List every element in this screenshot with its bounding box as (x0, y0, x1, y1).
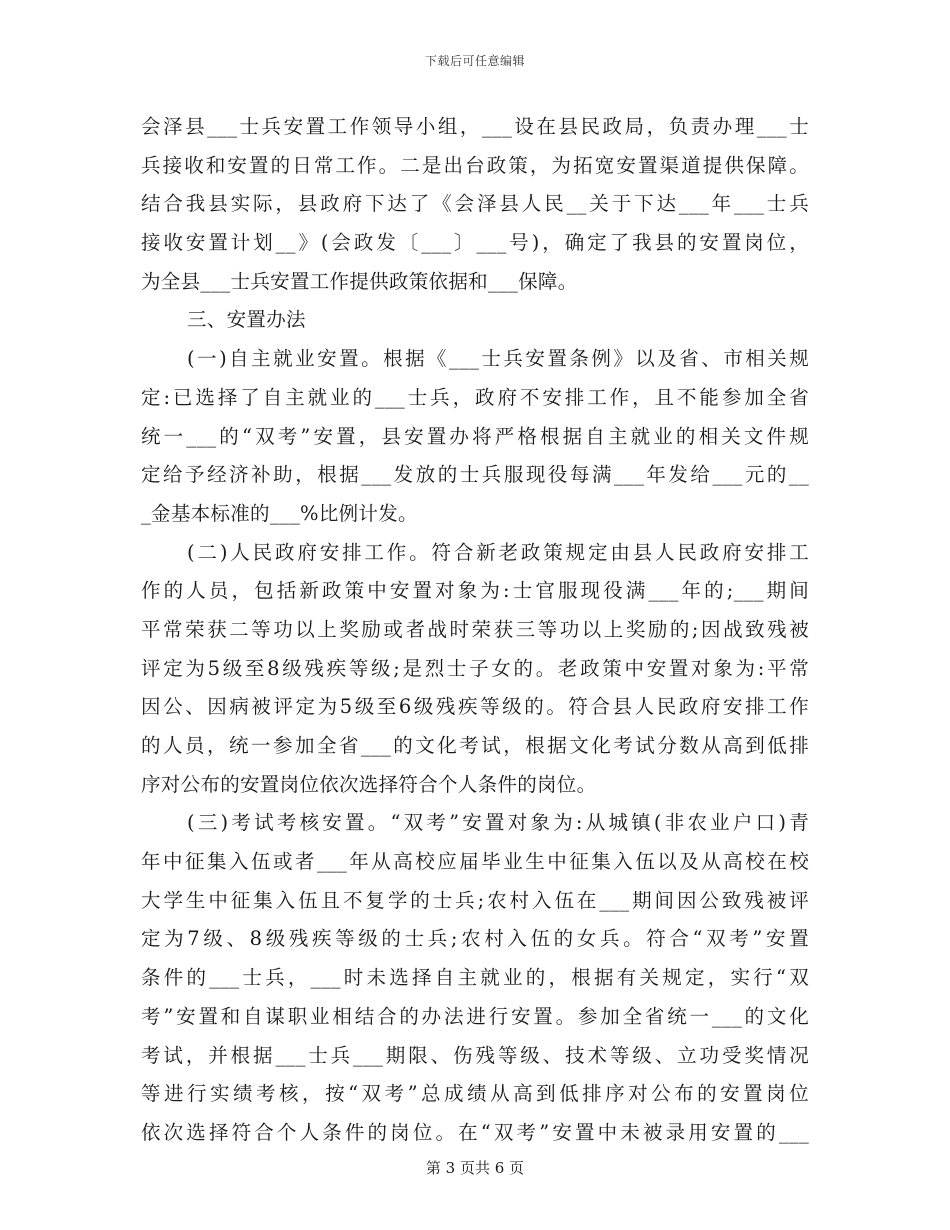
text-line: 定为7级、8级残疾等级的士兵;农村入伍的女兵。符合“双考”安置 (141, 927, 809, 951)
text-line: 会泽县___士兵安置工作领导小组，___设在县民政局，负责办理___士 (141, 115, 809, 138)
document-body (141, 108, 809, 1153)
paragraph-3 (141, 340, 809, 533)
section-heading (141, 301, 809, 340)
text-line: 作的人员，包括新政策中安置对象为:士官服现役满___年的;___期间 (141, 579, 809, 603)
text-line: 条件的___士兵，___时未选择自主就业的，根据有关规定，实行“双 (141, 966, 809, 990)
text-line: 评定为5级至8级残疾等级;是烈士子女的。老政策中安置对象为:平常 (141, 656, 809, 680)
paragraph-5 (141, 804, 809, 1152)
text-line: (三)考试考核安置。“双考”安置对象为:从城镇(非农业户口)青 (187, 811, 809, 835)
paragraph-1 (141, 108, 809, 301)
text-line: (二)人民政府安排工作。符合新老政策规定由县人民政府安排工 (187, 540, 809, 564)
page-header: 下载后可任意编辑 (424, 54, 525, 68)
text-line: 定:已选择了自主就业的___士兵，政府不安排工作，且不能参加全省 (141, 385, 809, 409)
text-line: 考试，并根据___士兵___期限、伤残等级、技术等级、立功受奖情况 (141, 1043, 809, 1067)
text-line: 大学生中征集入伍且不复学的士兵;农村入伍在___期间因公致残被评 (141, 888, 809, 912)
text-line: 接收安置计划__》(会政发〔___〕___号)，确定了我县的安置岗位， (141, 231, 809, 255)
text-line: 依次选择符合个人条件的岗位。在“双考”安置中未被录用安置的___ (141, 1120, 809, 1144)
paragraph-4 (141, 534, 809, 805)
text-line: 兵接收和安置的日常工作。二是出台政策，为拓宽安置渠道提供保障。 (141, 153, 809, 177)
text-line: 定给予经济补助，根据___发放的士兵服现役每满___年发给___元的__ (141, 463, 809, 487)
text-line: _金基本标准的___%比例计发。 (141, 501, 418, 525)
text-line: 因公、因病被评定为5级至6级残疾等级的。符合县人民政府安排工作 (141, 695, 809, 719)
page-footer: 第 3 页共 6 页 (425, 1159, 525, 1177)
text-line: 结合我县实际，县政府下达了《会泽县人民__关于下达___年___士兵 (141, 192, 809, 216)
text-line: 考”安置和自谋职业相结合的办法进行安置。参加全省统一___的文化 (141, 1004, 809, 1028)
text-line: 的人员，统一参加全省___的文化考试，根据文化考试分数从高到低排 (141, 734, 809, 757)
text-line: 序对公布的安置岗位依次选择符合个人条件的岗位。 (141, 772, 597, 796)
text-line: 为全县___士兵安置工作提供政策依据和___保障。 (141, 269, 578, 293)
text-line: 统一___的“双考”安置，县安置办将严格根据自主就业的相关文件规 (141, 424, 809, 448)
text-line: (一)自主就业安置。根据《___士兵安置条例》以及省、市相关规 (187, 347, 809, 371)
text-line: 等进行实绩考核，按“双考”总成绩从高到低排序对公布的安置岗位 (141, 1082, 809, 1106)
section-heading-text: 三、安置办法 (187, 308, 306, 332)
text-line: 平常荣获二等功以上奖励或者战时荣获三等功以上奖励的;因战致残被 (141, 617, 809, 641)
text-line: 年中征集入伍或者___年从高校应届毕业生中征集入伍以及从高校在校 (141, 850, 809, 874)
